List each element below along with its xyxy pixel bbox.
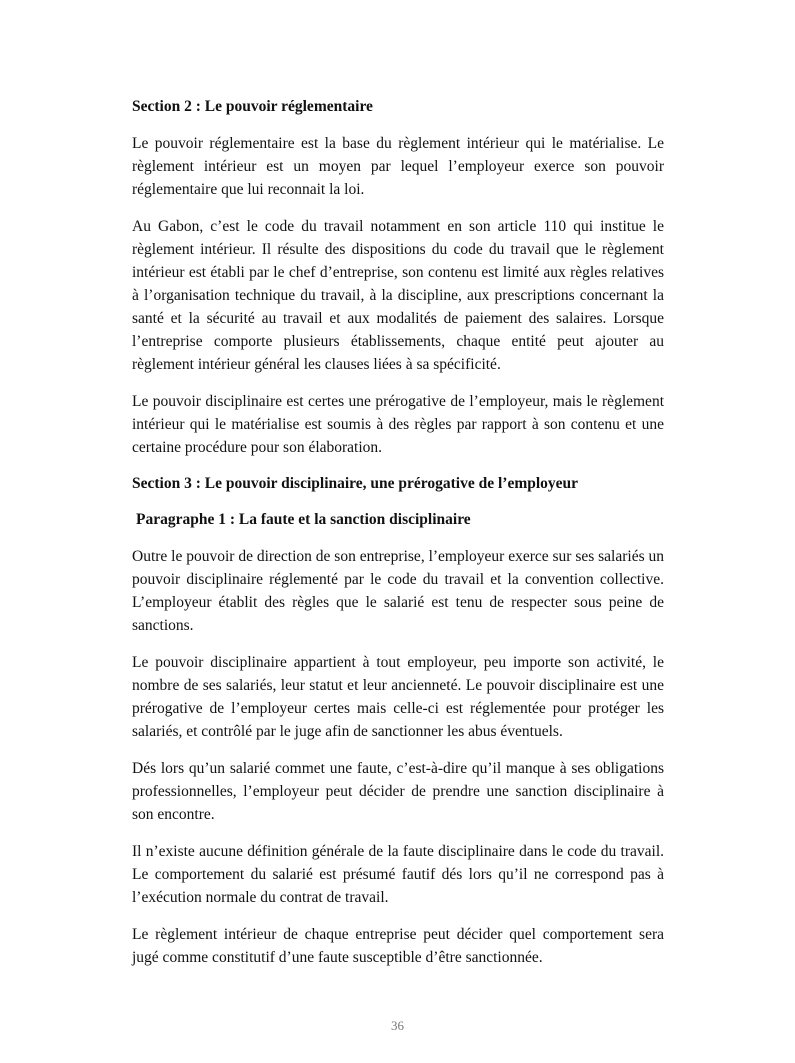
section-3-paragraph-4: Il n’existe aucune définition générale de la faute disciplinaire dans le code du travail. Le comportement du salarié est présumé fautif dés lors qu’il ne correspond pas à l’exécution normale du contrat de travail. [132, 843, 664, 906]
section-3-heading: Section 3 : Le pouvoir disciplinaire, une prérogative de l’employeur [132, 475, 579, 492]
section-3-paragraph-5: Le règlement intérieur de chaque entreprise peut décider quel comportement sera jugé comme constitutif d’une faute susceptible d’être sanctionnée. [132, 926, 664, 966]
section-2-paragraph-3: Le pouvoir disciplinaire est certes une prérogative de l’employeur, mais le règlement intérieur qui le matérialise est soumis à des règles par rapport à son contenu et une certaine procédure pour son élaboration. [132, 393, 664, 456]
section-3-paragraph-3: Dés lors qu’un salarié commet une faute, c’est-à-dire qu’il manque à ses obligations professionnelles, l’employeur peut décider de prendre une sanction disciplinaire à son encontre. [132, 760, 664, 823]
section-2-paragraph-2: Au Gabon, c’est le code du travail notamment en son article 110 qui institue le règlement intérieur. Il résulte des dispositions du code du travail que le règlement intérieur est établi par le chef d’entreprise, son contenu est limité aux règles relatives à l’organisation technique du travail, à la discipline, aux prescriptions concernant la santé et la sécurité au travail et aux modalités de paiement des salaires. Lorsque l’entreprise comporte plusieurs établissements, chaque entité peut ajouter au règlement intérieur général les clauses liées à sa spécificité. [132, 218, 664, 373]
section-2-heading: Section 2 : Le pouvoir réglementaire [132, 98, 373, 115]
section-3-paragraph-1: Outre le pouvoir de direction de son entreprise, l’employeur exerce sur ses salariés un pouvoir disciplinaire réglementé par le code du travail et la convention collective. L’employeur établit des règles que le salarié est tenu de respecter sous peine de sanctions. [132, 548, 664, 634]
page-content [132, 96, 664, 983]
paragraph-1-heading: Paragraphe 1 : La faute et la sanction disciplinaire [136, 511, 471, 528]
section-2-paragraph-1: Le pouvoir réglementaire est la base du règlement intérieur qui le matérialise. Le règlement intérieur est un moyen par lequel l’employeur exerce son pouvoir réglementaire que lui reconnait la loi. [132, 135, 664, 198]
section-3-paragraph-2: Le pouvoir disciplinaire appartient à tout employeur, peu importe son activité, le nombre de ses salariés, leur statut et leur ancienneté. Le pouvoir disciplinaire est une prérogative de l’employeur certes mais celle-ci est réglementée pour protéger les salariés, et contrôlé par le juge afin de sanctionner les abus éventuels. [132, 654, 664, 740]
page-number: 36 [391, 1018, 404, 1033]
